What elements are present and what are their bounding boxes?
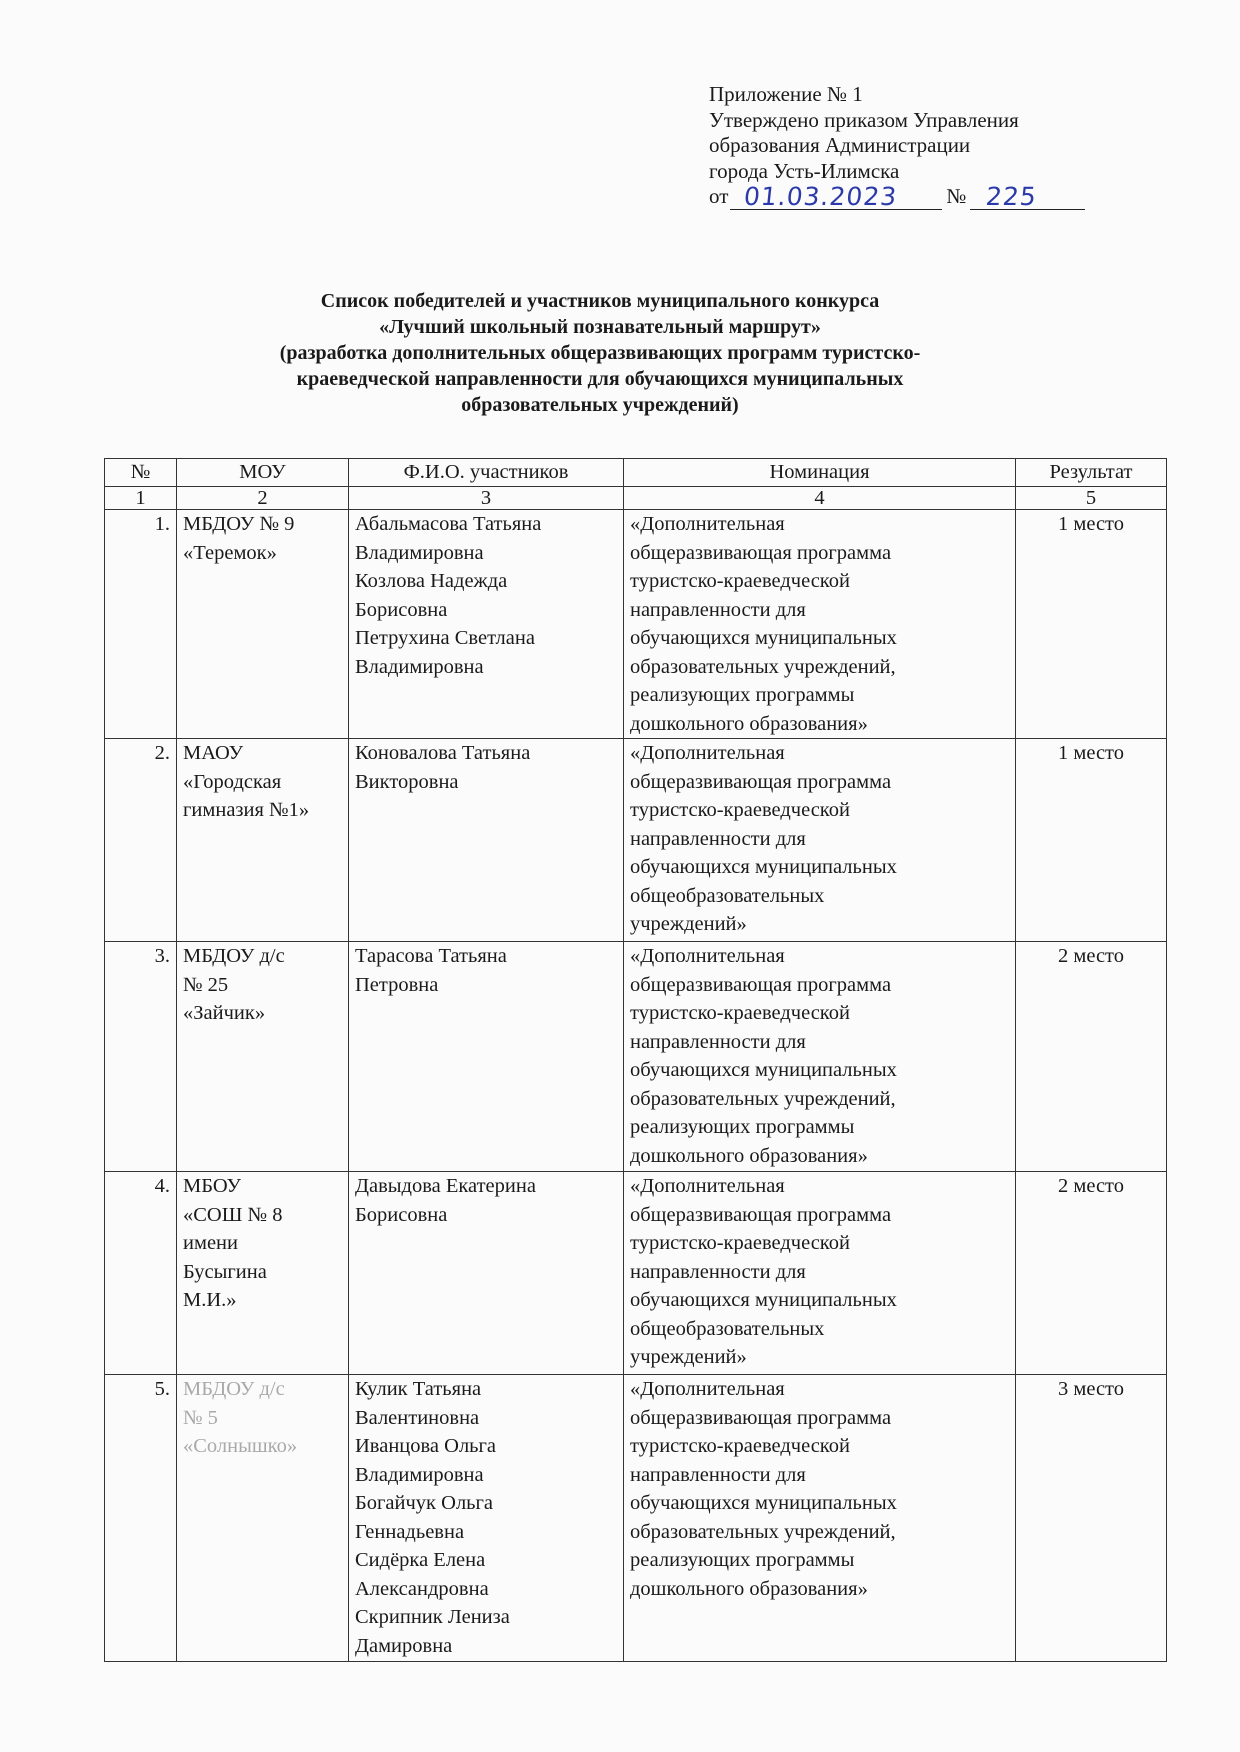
nomination-line: «Дополнительная xyxy=(630,1175,785,1197)
participant-line: Геннадьевна xyxy=(355,1520,465,1543)
appendix-line: города Усть-Илимска xyxy=(709,158,900,183)
column-number: 5 xyxy=(1016,487,1167,510)
document-title xyxy=(200,288,1000,418)
nomination-line: «Дополнительная xyxy=(630,1378,785,1400)
table-row xyxy=(105,510,1167,739)
handwritten-number: 225 xyxy=(984,182,1039,211)
appendix-line: Утверждено приказом Управления xyxy=(709,107,1019,132)
nomination-line: направленности для xyxy=(630,598,806,621)
participant-line: Тарасова Татьяна xyxy=(355,945,507,967)
participant-line: Владимировна xyxy=(355,541,484,564)
header-result: Результат xyxy=(1016,459,1167,487)
nomination-line: обучающихся муниципальных xyxy=(630,627,897,649)
participant-line: Давыдова Екатерина xyxy=(355,1175,536,1197)
column-number: 3 xyxy=(349,487,624,510)
result-cell: 1 место xyxy=(1016,510,1167,739)
result-cell: 2 место xyxy=(1016,942,1167,1172)
participant-line: Борисовна xyxy=(355,598,448,621)
nomination-line: общеразвивающая программа xyxy=(630,770,892,793)
nomination-line: дошкольного образования» xyxy=(630,1144,868,1167)
school-line: «Солнышко» xyxy=(183,1435,298,1457)
nomination-line: реализующих программы xyxy=(630,684,855,706)
nomination-line: образовательных учреждений, xyxy=(630,655,896,678)
title-line: образовательных учреждений) xyxy=(461,394,739,416)
nomination-line: туристско-краеведческой xyxy=(630,570,850,592)
participant-line: Коновалова Татьяна xyxy=(355,742,531,764)
nomination-line: общеразвивающая программа xyxy=(630,973,892,996)
school-cell xyxy=(177,942,349,1172)
nomination-cell xyxy=(624,1375,1016,1662)
result-cell: 2 место xyxy=(1016,1172,1167,1375)
nomination-line: общеразвивающая программа xyxy=(630,541,892,564)
result-cell: 1 место xyxy=(1016,739,1167,942)
nomination-line: туристско-краеведческой xyxy=(630,1232,850,1254)
nomination-line: общеобразовательных xyxy=(630,1317,825,1340)
participant-line: Скрипник Лениза xyxy=(355,1606,510,1628)
row-number: 1. xyxy=(105,510,177,739)
handwritten-date: 01.03.2023 xyxy=(742,182,900,211)
nomination-line: туристско-краеведческой xyxy=(630,799,850,821)
nomination-line: общеобразовательных xyxy=(630,884,825,907)
school-cell xyxy=(177,510,349,739)
school-line: МБДОУ № 9 xyxy=(183,513,295,535)
nomination-line: туристско-краеведческой xyxy=(630,1435,850,1457)
school-line: № 25 xyxy=(183,973,229,996)
participant-line: Петровна xyxy=(355,973,439,996)
order-reference xyxy=(709,184,1129,210)
school-line: имени xyxy=(183,1232,238,1254)
header-school: МОУ xyxy=(177,459,349,487)
participant-line: Викторовна xyxy=(355,770,459,793)
header-participants: Ф.И.О. участников xyxy=(349,459,624,487)
row-number: 5. xyxy=(105,1375,177,1662)
participant-line: Кулик Татьяна xyxy=(355,1378,482,1400)
header-nomination: Номинация xyxy=(624,459,1016,487)
school-cell xyxy=(177,1375,349,1662)
row-number: 2. xyxy=(105,739,177,942)
nomination-line: обучающихся муниципальных xyxy=(630,1289,897,1311)
school-line: МБДОУ д/с xyxy=(183,1378,285,1400)
row-number: 3. xyxy=(105,942,177,1172)
nomination-line: общеразвивающая программа xyxy=(630,1406,892,1429)
nomination-line: дошкольного образования» xyxy=(630,1577,868,1600)
participant-line: Сидёрка Елена xyxy=(355,1549,486,1571)
nomination-cell xyxy=(624,510,1016,739)
participants-cell xyxy=(349,942,624,1172)
column-number: 4 xyxy=(624,487,1016,510)
number-blank xyxy=(970,182,1085,211)
nomination-line: образовательных учреждений, xyxy=(630,1520,896,1543)
participant-line: Валентиновна xyxy=(355,1406,480,1429)
nomination-line: реализующих программы xyxy=(630,1549,855,1571)
column-number-row xyxy=(105,487,1167,510)
school-line: МАОУ xyxy=(183,742,244,764)
date-prefix: от xyxy=(709,184,729,208)
table-row xyxy=(105,739,1167,942)
nomination-line: «Дополнительная xyxy=(630,945,785,967)
participant-line: Иванцова Ольга xyxy=(355,1435,497,1457)
school-cell xyxy=(177,1172,349,1375)
nomination-line: обучающихся муниципальных xyxy=(630,1059,897,1081)
nomination-cell xyxy=(624,1172,1016,1375)
participant-line: Владимировна xyxy=(355,1463,484,1486)
nomination-line: направленности для xyxy=(630,1260,806,1283)
participant-line: Абальмасова Татьяна xyxy=(355,513,542,535)
column-number: 1 xyxy=(105,487,177,510)
nomination-line: «Дополнительная xyxy=(630,742,785,764)
header-no: № xyxy=(105,459,177,487)
nomination-line: учреждений» xyxy=(630,913,747,935)
nomination-line: туристско-краеведческой xyxy=(630,1002,850,1024)
nomination-cell xyxy=(624,942,1016,1172)
title-line: «Лучший школьный познавательный маршрут» xyxy=(379,316,821,338)
nomination-line: обучающихся муниципальных xyxy=(630,1492,897,1514)
participant-line: Дамировна xyxy=(355,1634,453,1657)
nomination-cell xyxy=(624,739,1016,942)
appendix-block xyxy=(709,82,1129,210)
header-row xyxy=(105,459,1167,487)
date-blank xyxy=(730,182,942,211)
school-line: «Зайчик» xyxy=(183,1002,266,1024)
appendix-line: Приложение № 1 xyxy=(709,82,863,106)
result-cell: 3 место xyxy=(1016,1375,1167,1662)
participant-line: Борисовна xyxy=(355,1203,448,1226)
title-line: краеведческой направленности для обучающихся муниципальных xyxy=(296,368,904,390)
table-row xyxy=(105,942,1167,1172)
participants-cell xyxy=(349,1375,624,1662)
school-line: МБДОУ д/с xyxy=(183,945,285,967)
participant-line: Александровна xyxy=(355,1577,489,1600)
participants-cell xyxy=(349,510,624,739)
nomination-line: направленности для xyxy=(630,1463,806,1486)
nomination-line: направленности для xyxy=(630,1030,806,1053)
column-number: 2 xyxy=(177,487,349,510)
title-line: (разработка дополнительных общеразвивающих программ туристско- xyxy=(279,342,921,364)
nomination-line: направленности для xyxy=(630,827,806,850)
school-line: Бусыгина xyxy=(183,1260,267,1283)
number-prefix: № xyxy=(946,184,967,208)
nomination-line: общеразвивающая программа xyxy=(630,1203,892,1226)
nomination-line: «Дополнительная xyxy=(630,513,785,535)
nomination-line: дошкольного образования» xyxy=(630,712,868,735)
table-body xyxy=(105,510,1167,1662)
nomination-line: реализующих программы xyxy=(630,1116,855,1138)
table-row xyxy=(105,1375,1167,1662)
school-line: гимназия №1» xyxy=(183,799,310,821)
nomination-line: обучающихся муниципальных xyxy=(630,856,897,878)
participant-line: Петрухина Светлана xyxy=(355,627,535,649)
school-line: № 5 xyxy=(183,1406,218,1429)
title-line: Список победителей и участников муниципального конкурса xyxy=(320,290,880,312)
participants-cell xyxy=(349,1172,624,1375)
nomination-line: образовательных учреждений, xyxy=(630,1087,896,1110)
results-table xyxy=(104,458,1167,1662)
participant-line: Козлова Надежда xyxy=(355,570,508,592)
school-cell xyxy=(177,739,349,942)
nomination-line: учреждений» xyxy=(630,1346,747,1368)
participant-line: Богайчук Ольга xyxy=(355,1492,494,1514)
row-number: 4. xyxy=(105,1172,177,1375)
table-row xyxy=(105,1172,1167,1375)
school-line: «СОШ № 8 xyxy=(183,1203,283,1226)
school-line: М.И.» xyxy=(183,1289,237,1311)
participants-cell xyxy=(349,739,624,942)
appendix-line: образования Администрации xyxy=(709,133,971,157)
participant-line: Владимировна xyxy=(355,655,484,678)
school-line: «Теремок» xyxy=(183,541,277,564)
school-line: МБОУ xyxy=(183,1175,242,1197)
school-line: «Городская xyxy=(183,770,282,793)
